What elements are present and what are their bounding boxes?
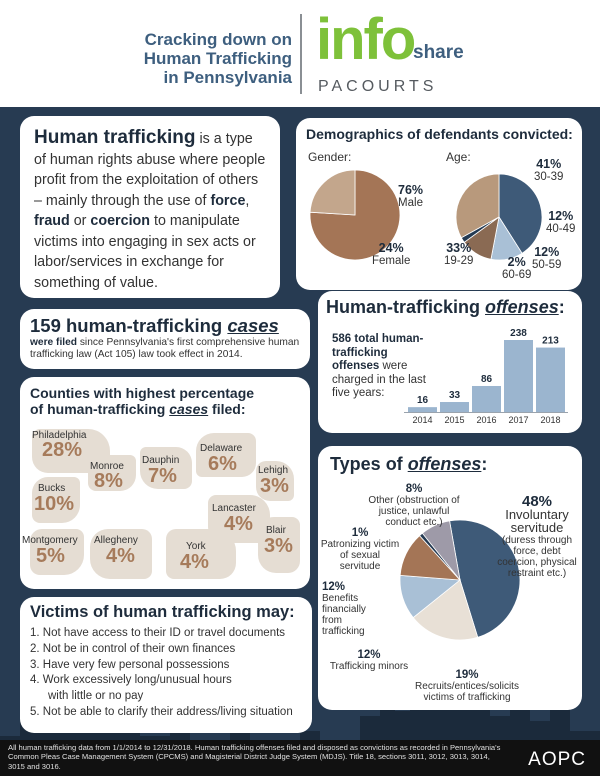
list-item: 1. Not have access to their ID or travel documents (30, 627, 286, 639)
county-name-lehigh: Lehigh (258, 465, 289, 476)
list-item: 3. Have very few personal possessions (30, 658, 230, 671)
county-name-dauphin: Dauphin (142, 455, 180, 466)
bar-value-label-2014: 16 (416, 395, 429, 407)
county-name-allegheny: Allegheny (94, 535, 138, 546)
bar-2018 (536, 348, 565, 412)
county-name-york: York (186, 541, 206, 552)
intro-card (20, 116, 280, 298)
type-minors-label: 12% Trafficking minors (329, 649, 409, 672)
victims-title: Victims of human trafficking may: (30, 603, 295, 621)
county-value-allegheny: 4% (106, 545, 135, 567)
age-40-49-label: 12% 40-49 (546, 209, 576, 235)
bar-tick-label-2014: 2014 (412, 415, 433, 425)
age-label: Age: (446, 150, 471, 164)
type-benefits-label: 12% Benefits financially from trafficking (322, 581, 366, 637)
bar-2017 (504, 340, 533, 412)
county-value-bucks: 10% (34, 493, 75, 515)
counties-title: Counties with highest percentage of human-trafficking cases filed: (30, 385, 255, 417)
offenses-title: Human-trafficking offenses: (326, 297, 565, 317)
pacourts-logo-text: PACOURTS (318, 78, 438, 95)
header (0, 0, 600, 107)
county-value-delaware: 6% (208, 453, 237, 475)
offenses-description: 586 total human-trafficking offenses were charged in the last five years: (332, 333, 426, 399)
aopc-logo: AOPC (528, 749, 586, 770)
county-name-bucks: Bucks (38, 483, 66, 494)
county-value-lehigh: 3% (260, 475, 289, 497)
age-30-39-label: 41% 30-39 (534, 157, 564, 183)
demographics-title: Demographics of defendants convicted: (306, 126, 573, 142)
county-value-york: 4% (180, 551, 209, 573)
list-item: with little or no pay (48, 690, 144, 703)
list-item: 5. Not be able to clarify their address/living situation (30, 705, 293, 718)
list-item: 2. Not be in control of their own finances (30, 642, 236, 655)
county-value-blair: 3% (264, 535, 293, 557)
type-servitude-label: 48% Involuntary servitude (duress through force, debt coercion, physical restraint etc.) (497, 493, 577, 579)
footer (0, 740, 600, 776)
list-item: 4. Work excessively long/unusual hours (30, 674, 232, 687)
type-recruits-label: 19% Recruits/entices/solicits victims of trafficking (415, 669, 519, 703)
bar-value-label-2016: 86 (480, 373, 493, 385)
gender-label: Gender: (308, 150, 352, 164)
footer-text: All human trafficking data from 1/1/2014 to 12/31/2018. Human trafficking offenses filed and disposed as convictions as recorded in Pennsylvania's Common Pleas Case Management System (CPCMS) and Magisterial District Judge System (MDJS). Title 18, sections 3011, 3012, 3013, 3014, 3015 and 3016. (8, 743, 501, 771)
gender-pie-slice-1 (310, 170, 355, 215)
header-divider (300, 14, 302, 94)
county-value-dauphin: 7% (148, 465, 177, 487)
bar-tick-label-2018: 2018 (540, 415, 561, 425)
bar-value-label-2017: 238 (510, 328, 527, 339)
county-name-lancaster: Lancaster (212, 503, 256, 514)
types-title: Types of offenses: (330, 454, 488, 474)
county-name-blair: Blair (266, 525, 287, 536)
age-60-69-label: 2% 60-69 (502, 255, 532, 281)
offenses-bar-chart (318, 291, 582, 433)
age-50-59-label: 12% 50-59 (532, 245, 562, 271)
county-value-monroe: 8% (94, 470, 123, 492)
gender-female-label: 24% Female (372, 241, 411, 267)
counties-card (20, 377, 310, 589)
bar-value-label-2018: 213 (542, 335, 559, 347)
county-value-lancaster: 4% (224, 513, 253, 535)
county-value-philadelphia: 28% (42, 439, 83, 461)
infoshare-logo-share: share (413, 42, 464, 63)
cases-headline: 159 human-trafficking cases (30, 315, 279, 336)
county-name-delaware: Delaware (200, 443, 243, 454)
gender-male-label: 76% Male (398, 183, 424, 209)
bar-2015 (440, 402, 469, 412)
types-card (318, 446, 582, 710)
page-title: Cracking down on Human Trafficking in Pennsylvania (143, 30, 292, 87)
type-patronizing-label: 1% Patronizing victim of sexual servitude (320, 527, 400, 572)
cases-description: were filed since Pennsylvania's first comprehensive human trafficking law (Act 105) law took effect in 2014. (30, 337, 300, 360)
county-value-montgomery: 5% (36, 545, 65, 567)
bar-2016 (472, 386, 501, 412)
bar-tick-label-2015: 2015 (444, 415, 465, 425)
intro-text: Human trafficking is a type of human rights abuse where people profit from the exploitation of others – mainly through the use of force, fraud or coercion to manipulate victims into engaging in sex acts or labor/services in exchange for something of value. (34, 127, 266, 291)
demographics-card (296, 118, 582, 290)
county-name-montgomery: Montgomery (22, 535, 78, 546)
bar-tick-label-2017: 2017 (508, 415, 529, 425)
infoshare-logo: info (316, 7, 415, 72)
county-name-monroe: Monroe (90, 461, 124, 472)
victims-list (30, 626, 302, 721)
age-19-29-label: 33% 19-29 (444, 241, 474, 267)
cases-card (20, 309, 310, 369)
bar-value-label-2015: 33 (448, 390, 461, 402)
bar-tick-label-2016: 2016 (476, 415, 497, 425)
county-name-philadelphia: Philadelphia (32, 430, 87, 441)
bar-2014 (408, 407, 437, 412)
offenses-card (318, 291, 582, 433)
victims-card (20, 597, 312, 733)
type-other-label: 8% Other (obstruction of justice, unlawful conduct etc.) (368, 483, 460, 528)
